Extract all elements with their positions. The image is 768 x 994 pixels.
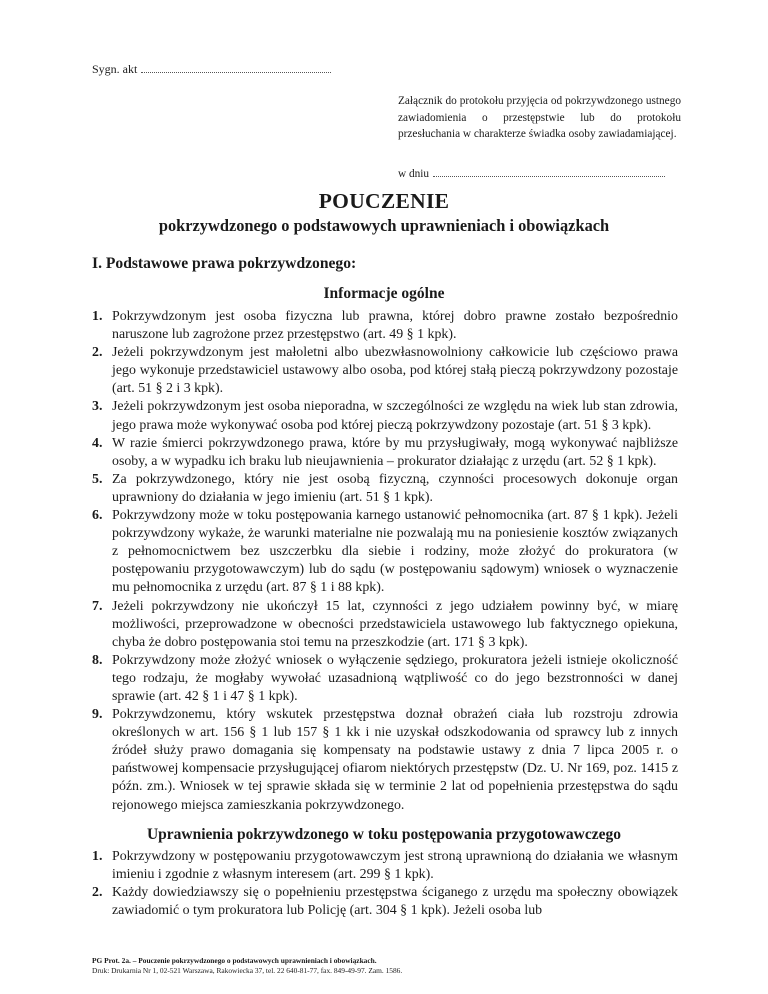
item-text: Pokrzywdzonym jest osoba fizyczna lub prawna, której dobro prawne zostało bezpośrednio naruszone lub zagrożone przez przestępstwo (art. 49 § 1 kpk).: [112, 309, 678, 343]
item-text: Za pokrzywdzonego, który nie jest osobą fizyczną, czynności procesowych dokonuje organ uprawniony do działania w jego imieniu (art. 51 § 1 kpk).: [112, 471, 678, 505]
form-footer: [92, 956, 402, 976]
item-number: 9.: [92, 707, 103, 723]
item-number: 5.: [92, 471, 103, 487]
item-text: Pokrzywdzony może złożyć wniosek o wyłączenie sędziego, prokuratora jeżeli istnieje okoliczność tego rodzaju, że mogłaby wywołać uzasadnioną wątpliwość co do jego bezstronności w danej sprawie (art. 42 § 1 i 47 § 1 kpk).: [112, 652, 678, 704]
item-text: Jeżeli pokrzywdzony nie ukończył 15 lat, czynności z jego udziałem powinny być, w miarę możliwości, przeprowadzone w obecności przedstawiciela ustawowego lub faktycznego opiekuna, chyba że dobro postępowania stoi temu na przeszkodzie (art. 171 § 3 kpk).: [112, 598, 678, 650]
case-signature-blank: [141, 63, 331, 73]
list-item: [92, 435, 678, 471]
item-number: 1.: [92, 849, 103, 864]
list-item: [92, 848, 678, 884]
item-text: W razie śmierci pokrzywdzonego prawa, które by mu przysługiwały, mogą wykonywać najbliższe osoby, a w wypadku ich braku lub nieujawnienia – prokurator działając z urzędu (art. 52 § 1 kpk).: [112, 435, 678, 469]
item-text: Pokrzywdzonemu, który wskutek przestępstwa doznał obrażeń ciała lub rozstroju zdrowia określonych w art. 156 § 1 lub 157 § 1 kk i nie uzyskał odszkodowania od sprawcy lub z innych źródeł służy prawo domagania się kompensaty na podstawie ustawy z dnia 7 lipca 2005 r. o państwowej kompensacie przysługującej ofiarom niektórych przestępstw (Dz. U. Nr 169, poz. 1415 z późn. zm.). Wniosek w tej sprawie składa się w terminie 2 lat od popełnienia przestępstwa do sądu rejonowego miejsca zamieszkania pokrzywdzonego.: [112, 707, 678, 813]
item-text: Pokrzywdzony w postępowaniu przygotowawczym jest stroną uprawnioną do działania we własnym imieniu i zgodnie z własnym interesem (art. 299 § 1 kpk).: [112, 849, 678, 883]
preparatory-rights-heading: Uprawnienia pokrzywdzonego w toku postępowania przygotowawczego: [146, 826, 622, 843]
item-number: 1.: [92, 309, 103, 324]
general-info-list: [92, 308, 678, 815]
item-number: 2.: [92, 345, 103, 361]
list-item: [92, 398, 678, 434]
date-label: w dniu: [398, 168, 430, 180]
item-number: 6.: [92, 508, 103, 524]
date-blank: [433, 167, 665, 177]
list-item: [92, 652, 678, 706]
case-signature-label: Sygn. akt: [92, 62, 138, 76]
item-text: Jeżeli pokrzywdzonym jest osoba nieporadna, w szczególności ze względu na wiek lub stan zdrowia, jego prawa może wykonywać osoba pod której pieczą pokrzywdzony pozostaje (art. 51 § 3 kpk).: [112, 399, 678, 433]
list-item: [92, 884, 678, 920]
document-title: POUCZENIE: [318, 189, 450, 213]
list-item: [92, 471, 678, 507]
preparatory-rights-list: [92, 848, 678, 920]
form-code: PG Prot. 2a. – Pouczenie pokrzywdzonego o podstawowych uprawnieniach i obowiązkach.: [92, 956, 377, 965]
item-number: 8.: [92, 652, 103, 668]
document-subtitle: pokrzywdzonego o podstawowych uprawnieniach i obowiązkach: [158, 216, 610, 235]
section-heading: I. Podstawowe prawa pokrzywdzonego:: [92, 255, 357, 272]
list-item: [92, 344, 678, 398]
general-info-heading: Informacje ogólne: [323, 285, 445, 302]
item-text: Pokrzywdzony może w toku postępowania karnego ustanowić pełnomocnika (art. 87 § 1 kpk). Jeżeli pokrzywdzony wykaże, że warunki materialne nie pozwalają mu na poniesienie kosztów związanych z pełnomocnictwem bez uszczerbku dla siebie i rodziny, może złożyć do prokuratora (w postępowaniu przygotowawczym) lub do sądu (w postępowaniu sądowym) wniosek o wyznaczenie mu pełnomocnika z urzędu (art. 87 § 1 i 88 kpk).: [112, 508, 678, 596]
list-item: [92, 308, 678, 344]
list-item: [92, 507, 678, 597]
item-number: 3.: [92, 399, 103, 415]
item-text: Każdy dowiedziawszy się o popełnieniu przestępstwa ściganego z urzędu ma społeczny obowiązek zawiadomić o tym prokuratora lub Policję (art. 304 § 1 kpk). Jeżeli osoba lub: [112, 885, 678, 919]
attachment-note: Załącznik do protokołu przyjęcia od pokrzywdzonego ustnego zawiadomienia o przestępstwie lub do protokołu przesłuchania w charakterze świadka osoby zawiadamiającej.: [398, 95, 681, 140]
item-text: Jeżeli pokrzywdzonym jest małoletni albo ubezwłasnowolniony całkowicie lub częściowo prawa jego wykonuje przedstawiciel ustawowy albo osoba, pod której stałą pieczą pokrzywdzony pozostaje (art. 51 § 2 i 3 kpk).: [112, 345, 678, 397]
item-number: 7.: [92, 598, 103, 614]
case-signature: [92, 62, 331, 77]
item-number: 2.: [92, 885, 103, 901]
list-item: [92, 706, 678, 815]
date-field: [398, 167, 665, 180]
item-number: 4.: [92, 435, 103, 451]
list-item: [92, 598, 678, 652]
printer-info: Druk: Drukarnia Nr 1, 02-521 Warszawa, Rakowiecka 37, tel. 22 640-81-77, fax. 849-49-97. Zam. 1586.: [92, 965, 403, 975]
